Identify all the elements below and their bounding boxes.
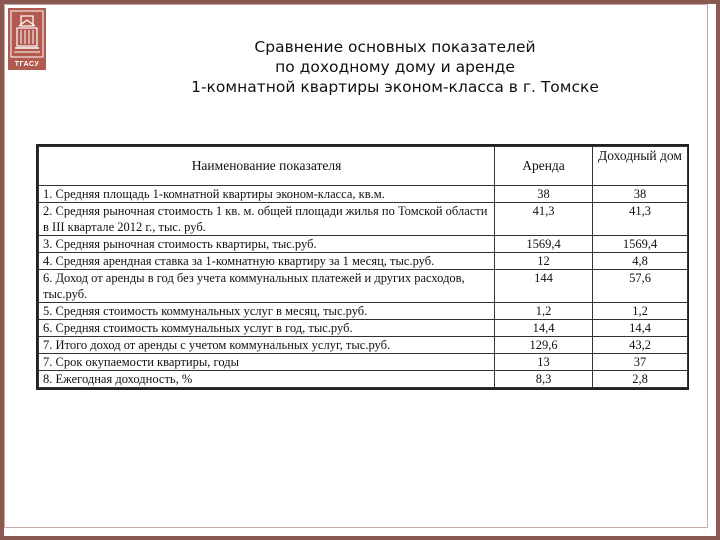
row-name-cell: 2. Средняя рыночная стоимость 1 кв. м. общей площади жилья по Томской области в III квартале 2012 г., тыс. руб. <box>39 203 495 236</box>
row-name-cell: 5. Средняя стоимость коммунальных услуг в месяц, тыс.руб. <box>39 303 495 320</box>
row-rent-cell: 41,3 <box>495 203 593 236</box>
row-rent-cell: 8,3 <box>495 371 593 388</box>
row-name-cell: 8. Ежегодная доходность, % <box>39 371 495 388</box>
row-house-cell: 43,2 <box>593 337 688 354</box>
logo-text: ТГАСУ <box>14 61 40 68</box>
table-row <box>39 371 688 388</box>
row-name-cell: 4. Средняя арендная ставка за 1-комнатную квартиру за 1 месяц, тыс.руб. <box>39 253 495 270</box>
table-row <box>39 337 688 354</box>
row-rent-cell: 14,4 <box>495 320 593 337</box>
table-row <box>39 320 688 337</box>
table-row <box>39 203 688 236</box>
row-rent-cell: 13 <box>495 354 593 371</box>
row-house-cell: 57,6 <box>593 270 688 303</box>
row-rent-cell: 144 <box>495 270 593 303</box>
row-name-cell: 6. Доход от аренды в год без учета коммунальных платежей и других расходов, тыс.руб. <box>39 270 495 303</box>
university-logo <box>8 8 46 70</box>
row-house-cell: 2,8 <box>593 371 688 388</box>
table-row <box>39 303 688 320</box>
row-name-cell: 6. Средняя стоимость коммунальных услуг в год, тыс.руб. <box>39 320 495 337</box>
header-rent: Аренда <box>495 147 593 186</box>
row-house-cell: 37 <box>593 354 688 371</box>
row-house-cell: 1,2 <box>593 303 688 320</box>
row-name-cell: 7. Итого доход от аренды с учетом коммунальных услуг, тыс.руб. <box>39 337 495 354</box>
table-row <box>39 354 688 371</box>
row-name-cell: 3. Средняя рыночная стоимость квартиры, тыс.руб. <box>39 236 495 253</box>
building-emblem-icon <box>8 8 46 60</box>
row-house-cell: 38 <box>593 186 688 203</box>
row-rent-cell: 12 <box>495 253 593 270</box>
table-header-row <box>39 147 688 186</box>
row-rent-cell: 38 <box>495 186 593 203</box>
title-line-2: по доходному дому и аренде <box>275 58 515 76</box>
row-house-cell: 1569,4 <box>593 236 688 253</box>
row-rent-cell: 1,2 <box>495 303 593 320</box>
table-row <box>39 236 688 253</box>
title-line-3: 1-комнатной квартиры эконом-класса в г. Томске <box>191 78 599 96</box>
table-row <box>39 186 688 203</box>
row-house-cell: 41,3 <box>593 203 688 236</box>
row-rent-cell: 129,6 <box>495 337 593 354</box>
header-income-house: Доходный дом <box>593 147 688 186</box>
row-house-cell: 14,4 <box>593 320 688 337</box>
row-rent-cell: 1569,4 <box>495 236 593 253</box>
table-row <box>39 270 688 303</box>
row-name-cell: 7. Срок окупаемости квартиры, годы <box>39 354 495 371</box>
row-name-cell: 1. Средняя площадь 1-комнатной квартиры эконом-класса, кв.м. <box>39 186 495 203</box>
title-line-1: Сравнение основных показателей <box>254 38 536 56</box>
row-house-cell: 4,8 <box>593 253 688 270</box>
table-row <box>39 253 688 270</box>
slide-title <box>150 37 640 97</box>
header-indicator-name: Наименование показателя <box>39 147 495 186</box>
comparison-table <box>36 144 689 390</box>
